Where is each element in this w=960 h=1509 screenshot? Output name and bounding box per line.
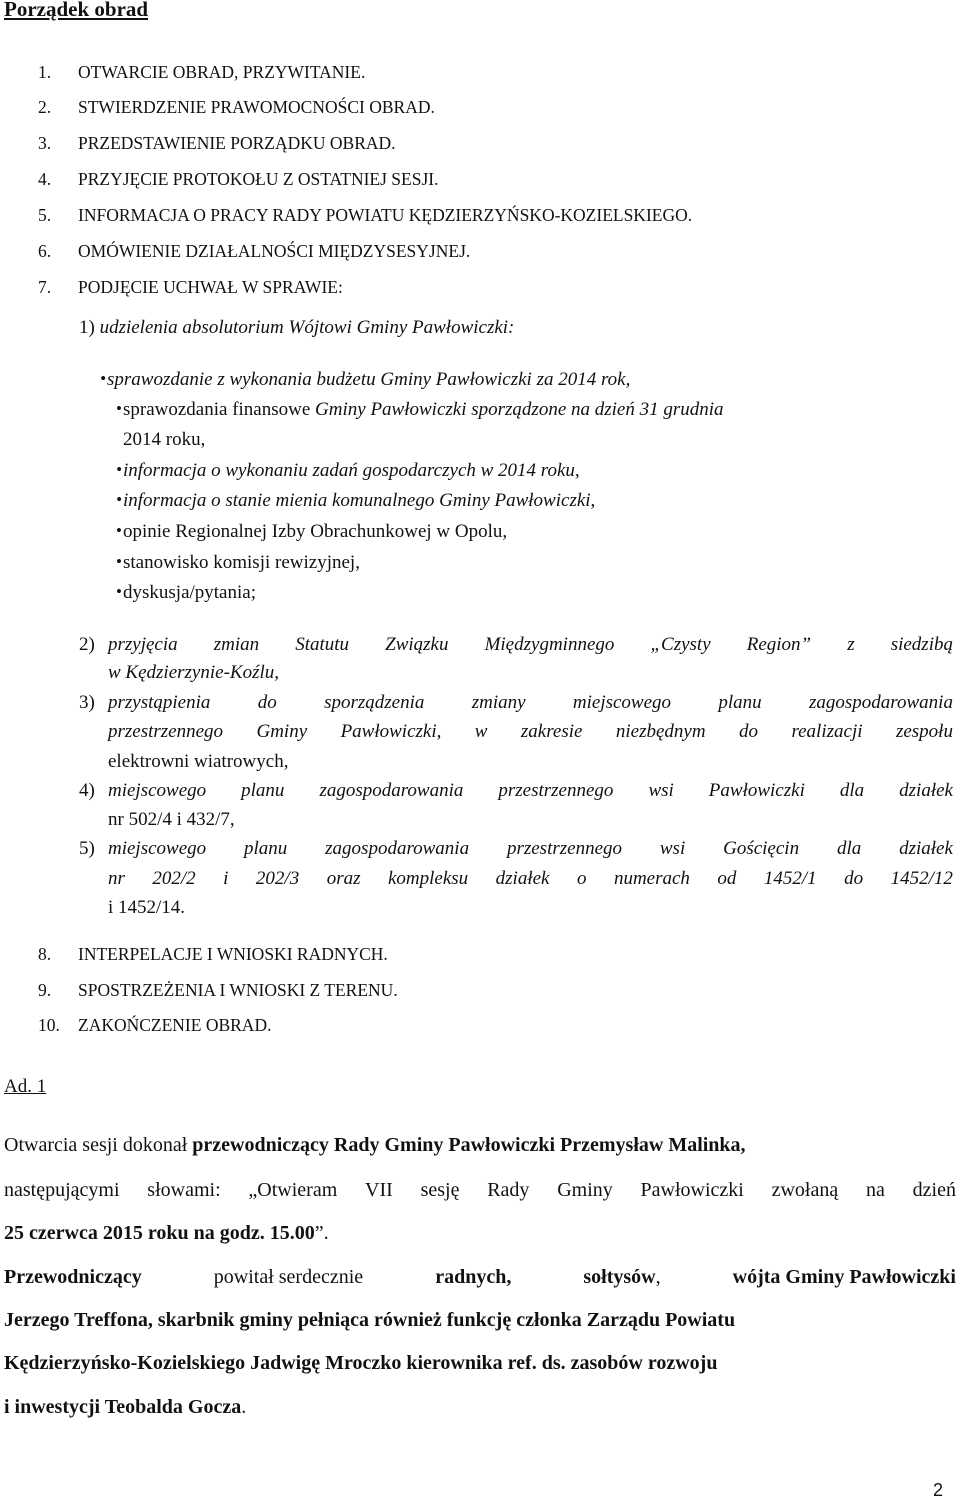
paragraph-line: Otwarcia sesji dokonał przewodniczący Rady Gminy Pawłowiczki Przemysław Malinka, — [4, 1134, 746, 1156]
resolution-line: przystąpienia do sporządzenia zmiany miejscowego planu zagospodarowania — [108, 692, 953, 713]
paragraph-line: następującymi słowami: „Otwieram VII sesję Rady Gminy Pawłowiczki zwołaną na dzień — [4, 1179, 956, 1201]
paragraph-line: 25 czerwca 2015 roku na godz. 15.00”. — [4, 1222, 329, 1244]
resolution-number: 4) — [79, 780, 95, 801]
resolution-line: elektrowni wiatrowych, — [108, 751, 289, 772]
resolution-line: przyjęcia zmian Statutu Związku Międzygminnego „Czysty Region” z siedzibą — [108, 634, 953, 655]
resolution-number: 2) — [79, 634, 95, 655]
agenda-item: 4. PRZYJĘCIE PROTOKOŁU Z OSTATNIEJ SESJI. — [38, 169, 439, 189]
paragraph-line: Kędzierzyńsko-Kozielskiego Jadwigę Mroczko kierownika ref. ds. zasobów rozwoju — [4, 1352, 718, 1374]
bullet-continuation: 2014 roku, — [123, 429, 206, 450]
bullet-item: • dyskusja/pytania; — [123, 582, 256, 604]
paragraph-line: i inwestycji Teobalda Gocza. — [4, 1396, 247, 1418]
paragraph-line: Przewodniczący powitał serdecznie radnych, sołtysów, wójta Gminy Pawłowiczki — [4, 1266, 956, 1288]
resolution-line: i 1452/14. — [108, 897, 186, 918]
agenda-item: 8. INTERPELACJE I WNIOSKI RADNYCH. — [38, 944, 388, 964]
bullet-item: • opinie Regionalnej Izby Obrachunkowej w Opolu, — [123, 521, 507, 543]
agenda-item: 6. OMÓWIENIE DZIAŁALNOŚCI MIĘDZYSESYJNEJ. — [38, 241, 471, 261]
resolution-line: miejscowego planu zagospodarowania przestrzennego wsi Pawłowiczki dla działek — [108, 780, 953, 801]
bullet-item: • informacja o stanie mienia komunalnego Gminy Pawłowiczki, — [123, 490, 595, 512]
resolution-line: przestrzennego Gminy Pawłowiczki, w zakresie niezbędnym do realizacji zespołu — [108, 721, 953, 742]
resolution-item: 1) udzielenia absolutorium Wójtowi Gminy Pawłowiczki: — [79, 317, 515, 338]
section-heading: Ad. 1 — [4, 1076, 47, 1097]
agenda-item: 5. INFORMACJA O PRACY RADY POWIATU KĘDZIERZYŃSKO-KOZIELSKIEGO. — [38, 205, 693, 225]
resolution-line: nr 502/4 i 432/7, — [108, 809, 235, 830]
page-number: 2 — [933, 1480, 944, 1500]
resolution-line: w Kędzierzynie-Koźlu, — [108, 662, 279, 683]
bullet-item: • sprawozdania finansowe Gminy Pawłowiczki sporządzone na dzień 31 grudnia — [123, 399, 724, 421]
agenda-item: 1. OTWARCIE OBRAD, PRZYWITANIE. — [38, 62, 366, 82]
agenda-item: 7. PODJĘCIE UCHWAŁ W SPRAWIE: — [38, 277, 343, 297]
resolution-number: 3) — [79, 692, 95, 713]
resolution-number: 5) — [79, 838, 95, 859]
resolution-line: nr 202/2 i 202/3 oraz kompleksu działek o numerach od 1452/1 do 1452/12 — [108, 868, 953, 889]
bullet-item: • stanowisko komisji rewizyjnej, — [123, 552, 360, 574]
agenda-item: 9. SPOSTRZEŻENIA I WNIOSKI Z TERENU. — [38, 980, 398, 1000]
resolution-line: miejscowego planu zagospodarowania przestrzennego wsi Gościęcin dla działek — [108, 838, 953, 859]
agenda-item: 3. PRZEDSTAWIENIE PORZĄDKU OBRAD. — [38, 133, 396, 153]
bullet-item: • informacja o wykonaniu zadań gospodarczych w 2014 roku, — [123, 460, 580, 482]
page-title: Porządek obrad — [4, 0, 149, 21]
agenda-item: 10. ZAKOŃCZENIE OBRAD. — [38, 1015, 272, 1035]
bullet-item: • sprawozdanie z wykonania budżetu Gminy Pawłowiczki za 2014 rok, — [107, 369, 630, 391]
paragraph-line: Jerzego Treffona, skarbnik gminy pełniąca również funkcję członka Zarządu Powiatu — [4, 1309, 736, 1331]
agenda-item: 2. STWIERDZENIE PRAWOMOCNOŚCI OBRAD. — [38, 97, 435, 117]
